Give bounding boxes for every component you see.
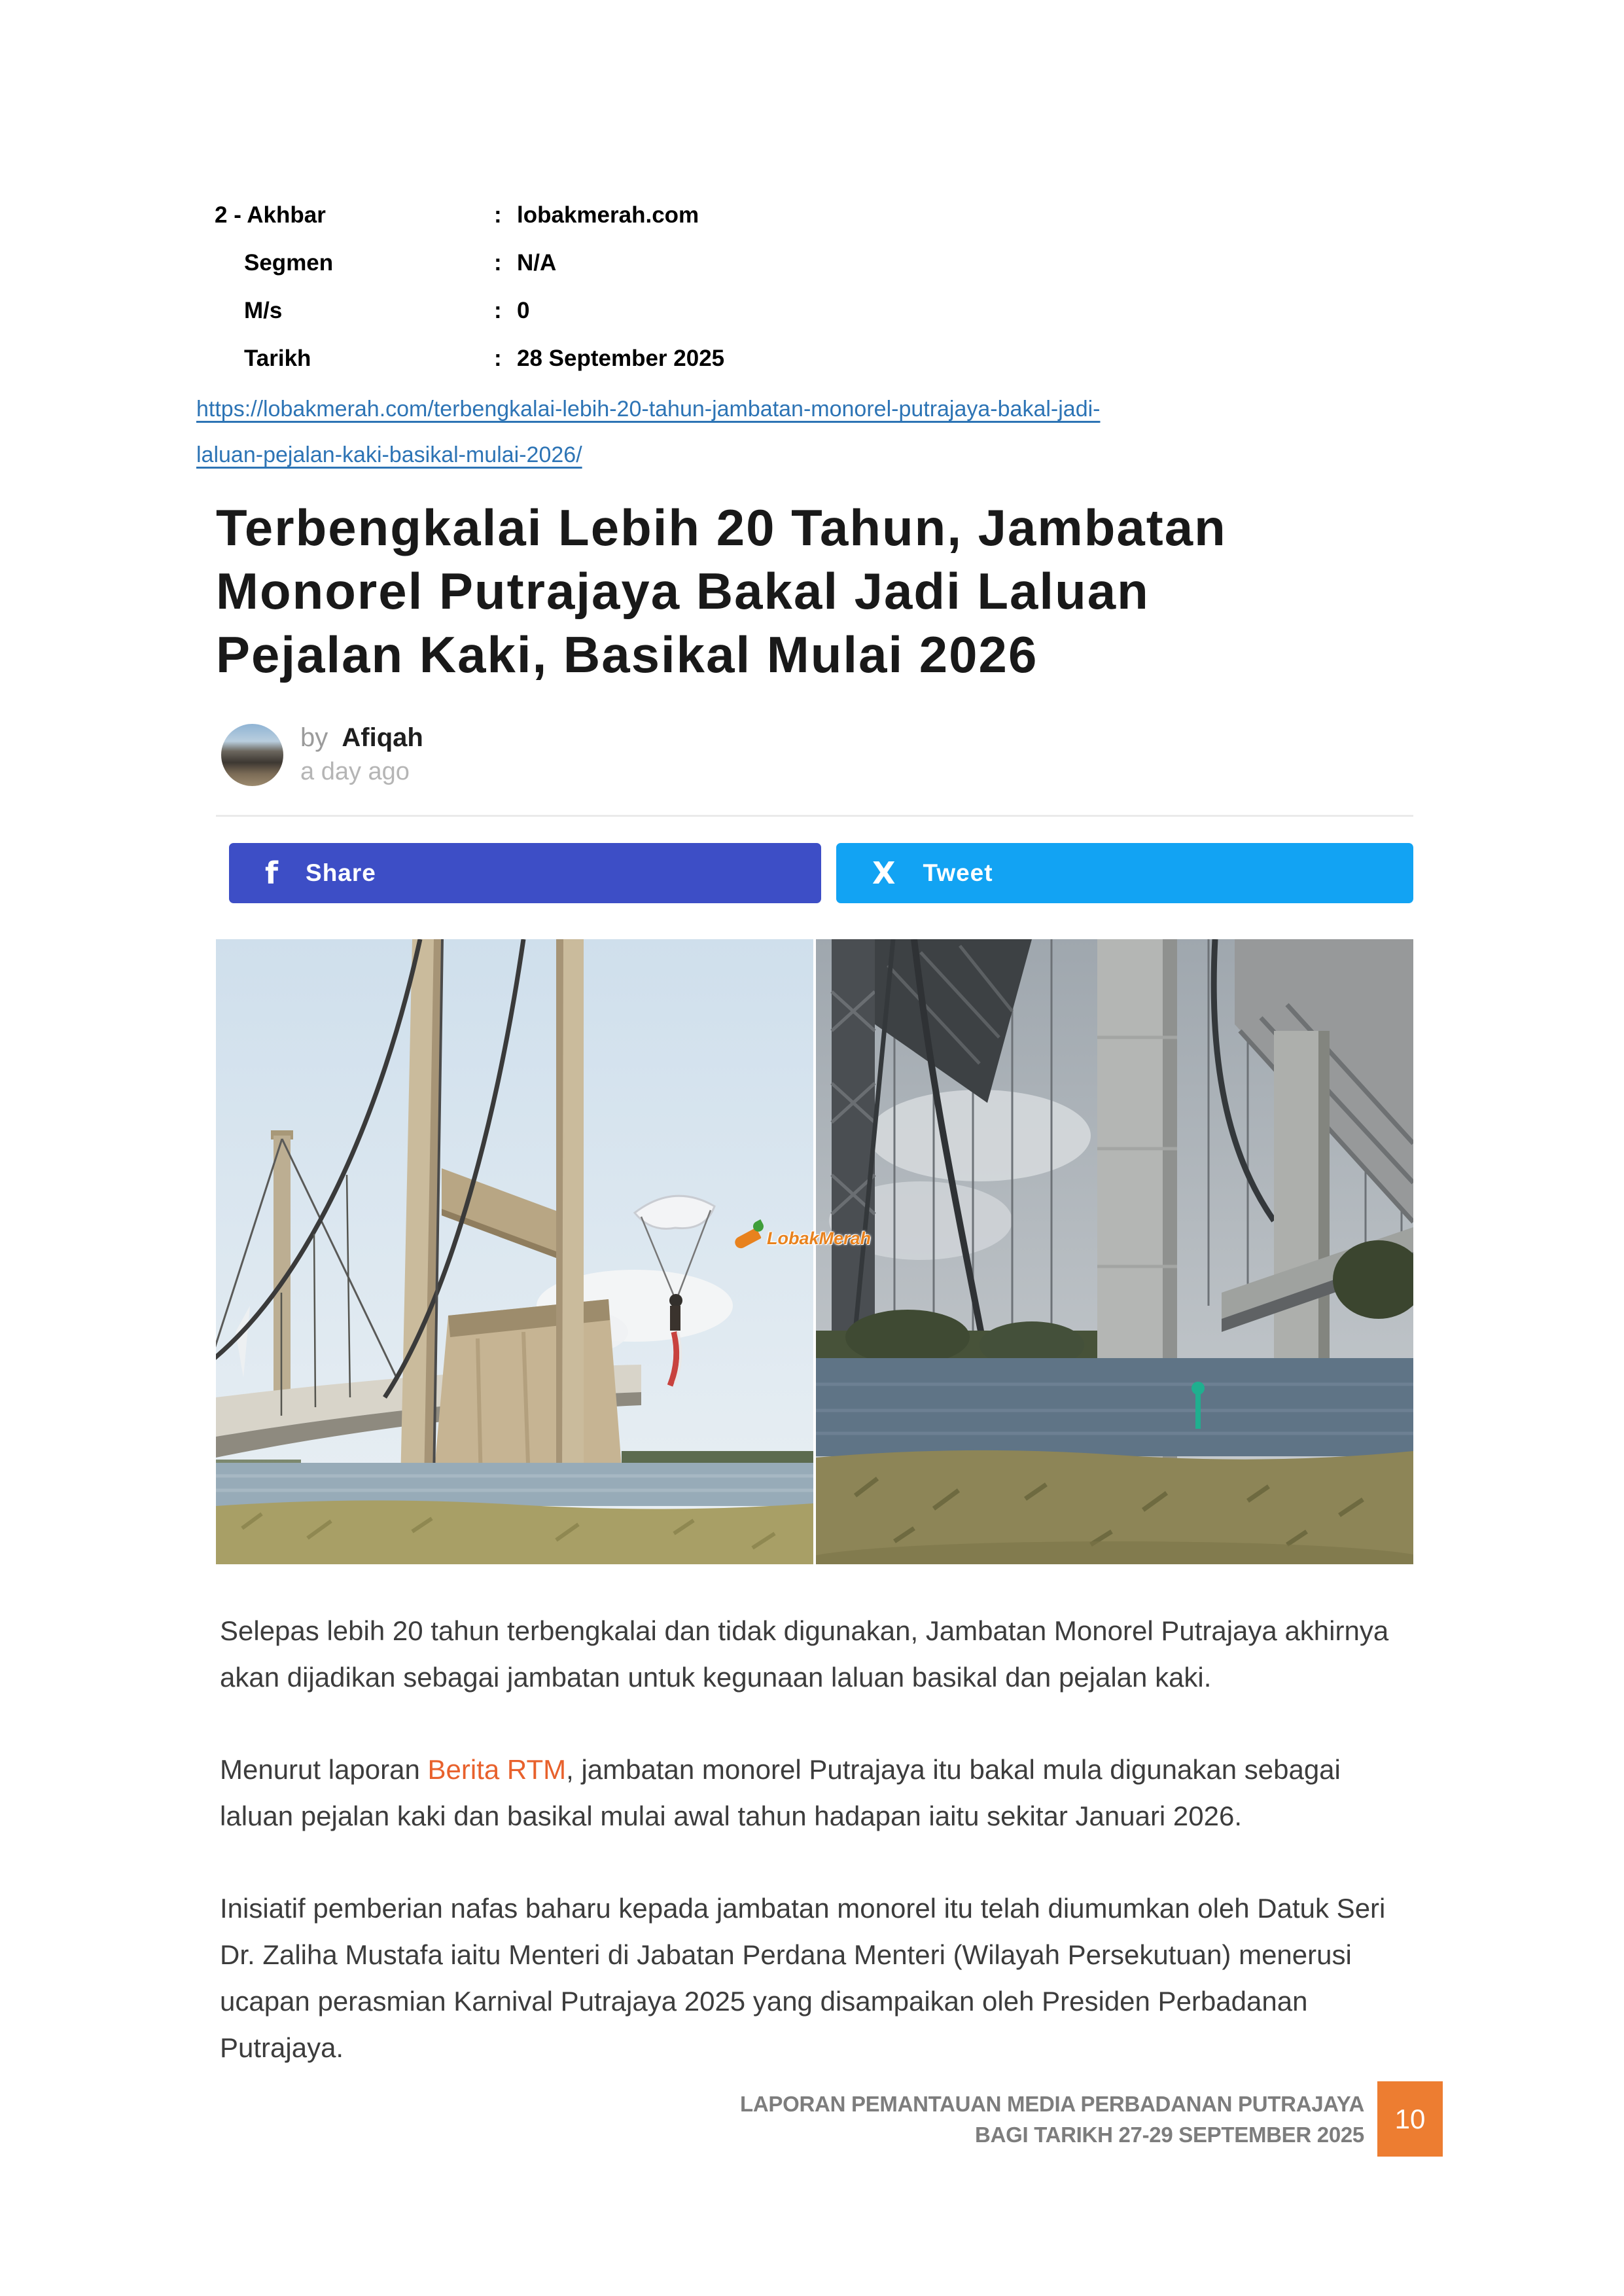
facebook-share-button[interactable] — [229, 843, 821, 903]
carrot-logo-icon — [733, 1227, 762, 1250]
byline-divider — [216, 815, 1413, 817]
source-url-link-line2[interactable]: laluan-pejalan-kaki-basikal-mulai-2026/ — [196, 442, 582, 467]
publish-time: a day ago — [300, 758, 410, 785]
paragraph-2-text-before: Menurut laporan — [220, 1754, 428, 1785]
berita-rtm-link[interactable]: Berita RTM — [427, 1754, 567, 1785]
byline-prefix: by — [300, 723, 328, 752]
metadata-block — [215, 191, 724, 382]
paragraph-2 — [220, 1746, 1408, 1839]
metadata-colon: : — [494, 202, 502, 228]
article-body — [216, 1607, 1408, 2071]
byline-text — [300, 723, 423, 786]
article-headline — [216, 496, 1413, 687]
metadata-value: N/A — [517, 249, 557, 276]
paragraph-1: Selepas lebih 20 tahun terbengkalai dan tidak digunakan, Jambatan Monorel Putrajaya akhirnya akan dijadikan sebagai jambatan untuk kegunaan laluan basikal dan pejalan kaki. — [220, 1615, 1389, 1693]
metadata-label: Segmen — [244, 249, 334, 276]
source-url — [196, 386, 1100, 478]
share-buttons-row — [216, 843, 1413, 903]
bridge-photo-right — [816, 939, 1413, 1564]
paragraph-2-text-after: , jambatan monorel Putrajaya itu bakal mula digunakan sebagai laluan pejalan kaki dan basikal mulai awal tahun hadapan iaitu sekitar Januari 2026. — [220, 1754, 1341, 1831]
report-footer — [740, 2081, 1443, 2157]
article-screenshot — [216, 496, 1413, 2117]
footer-text — [740, 2081, 1364, 2157]
lobakmerah-watermark — [734, 1229, 871, 1249]
tweet-label: Tweet — [923, 859, 993, 886]
facebook-icon: f — [265, 855, 279, 891]
metadata-row-akhbar — [215, 191, 724, 239]
metadata-label: M/s — [244, 297, 283, 323]
author-avatar — [221, 724, 283, 786]
footer-line-1: LAPORAN PEMANTAUAN MEDIA PERBADANAN PUTRAJAYA — [740, 2092, 1364, 2116]
watermark-text: LobakMerah — [767, 1229, 872, 1248]
metadata-colon: : — [494, 345, 502, 371]
metadata-value: 28 September 2025 — [517, 345, 725, 371]
metadata-label: Tarikh — [244, 345, 311, 371]
facebook-share-label: Share — [306, 859, 376, 886]
author-name: Afiqah — [342, 723, 423, 752]
metadata-colon: : — [494, 249, 502, 276]
headline-line-2: Monorel Putrajaya Bakal Jadi Laluan — [216, 562, 1150, 620]
metadata-row-ms — [215, 287, 724, 334]
paragraph-3: Inisiatif pemberian nafas baharu kepada jambatan monorel itu telah diumumkan oleh Datuk Seri Dr. Zaliha Mustafa iaitu Menteri di Jabatan Perdana Menteri (Wilayah Persekutuan) menerusi ucapan perasmian Karnival Putrajaya 2025 yang disampaikan oleh Presiden Perbadanan Putrajaya. — [220, 1893, 1386, 2063]
metadata-row-tarikh — [215, 334, 724, 382]
x-twitter-icon: X — [872, 855, 896, 891]
metadata-colon: : — [494, 297, 502, 323]
headline-line-3: Pejalan Kaki, Basikal Mulai 2026 — [216, 626, 1038, 683]
metadata-label: 2 - Akhbar — [215, 202, 326, 228]
source-url-link-line1[interactable]: https://lobakmerah.com/terbengkalai-lebih-20-tahun-jambatan-monorel-putrajaya-bakal-jadi- — [196, 397, 1101, 422]
metadata-value: 0 — [517, 297, 530, 323]
headline-line-1: Terbengkalai Lebih 20 Tahun, Jambatan — [216, 499, 1227, 556]
metadata-row-segmen — [215, 239, 724, 287]
page-number-badge: 10 — [1377, 2081, 1443, 2157]
byline-author-row — [300, 723, 423, 753]
bridge-photo-left — [216, 939, 813, 1564]
article-image — [216, 939, 1413, 1564]
footer-line-2: BAGI TARIKH 27-29 SEPTEMBER 2025 — [975, 2123, 1364, 2147]
tweet-button[interactable] — [836, 843, 1413, 903]
byline — [216, 723, 1413, 786]
metadata-value: lobakmerah.com — [517, 202, 699, 228]
